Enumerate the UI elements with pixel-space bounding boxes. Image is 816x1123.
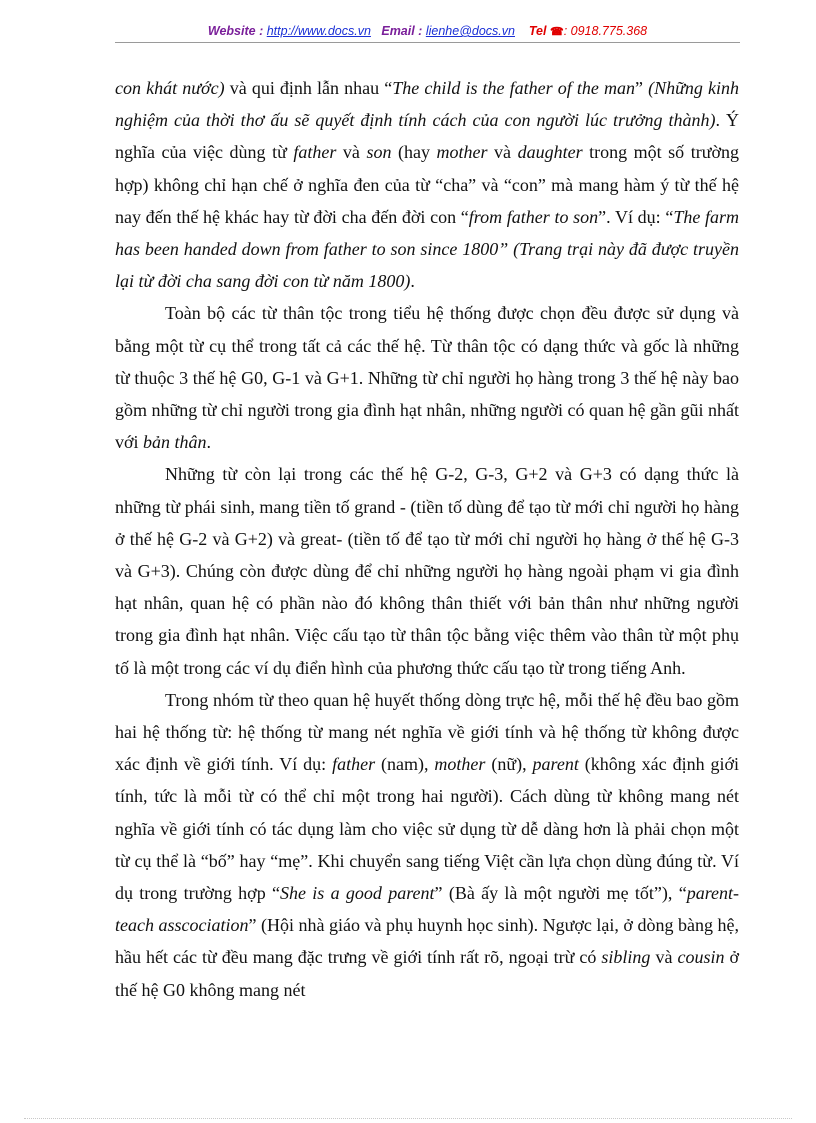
text-run: . — [410, 271, 415, 292]
italic-text: daughter — [517, 142, 583, 163]
text-run: Trong nhóm từ theo quan hệ huyết thống dòng trực hệ, mỗi thế hệ đều bao gồm hai hệ thống từ: hệ thống từ mang nét nghĩa về giới tính và hệ thống từ không được xác định về giới tính. Ví dụ: — [115, 689, 739, 775]
body-paragraph — [115, 297, 739, 458]
italic-text: con khát nước) — [115, 78, 225, 98]
italic-text: father — [332, 754, 376, 775]
tel-label: Tel — [528, 24, 547, 38]
italic-text: from father to son — [468, 206, 599, 227]
body-paragraph — [115, 72, 739, 297]
body-paragraph — [115, 684, 739, 1006]
italic-text: parent-teach asscociation — [115, 883, 740, 936]
italic-text: mother — [434, 754, 486, 775]
italic-text: cousin — [677, 947, 725, 968]
text-run: (nữ), — [485, 754, 533, 775]
phone-icon: ☎ — [549, 26, 564, 38]
text-run: (nam), — [375, 754, 435, 775]
italic-text: The farm has been handed down from father to son since 1800” (Trang trại này đã được truyền lại từ đời cha sang đời con từ năm 1800) — [115, 206, 740, 292]
text-run: . — [206, 432, 212, 453]
italic-text: sibling — [601, 947, 651, 968]
text-run: và — [650, 947, 678, 968]
italic-text: mother — [436, 142, 488, 163]
italic-text: parent — [532, 754, 579, 775]
italic-text: (Những kinh nghiệm của thời thơ ấu sẽ quyết định tính cách của con người lúc trưởng thành) — [115, 78, 739, 131]
italic-text: The child is the father of the man — [392, 78, 635, 98]
italic-text: son — [366, 142, 392, 163]
italic-text: father — [293, 142, 337, 163]
text-run: Toàn bộ các từ thân tộc trong tiểu hệ thống được chọn đều được sử dụng và bằng một từ cụ thể trong tất cả các thế hệ. Từ thân tộc có dạng thức và gốc là những từ thuộc 3 thế hệ G0, G-1 và G+1. Những từ chỉ người họ hàng trong 3 thế hệ này bao gồm những từ chỉ người trong gia đình hạt nhân, những người có quan hệ gần gũi nhất với — [115, 303, 739, 453]
text-run: ”. Ví dụ: “ — [598, 206, 674, 227]
page-bottom-border — [24, 1118, 792, 1119]
italic-text: bản thân — [143, 432, 207, 453]
email-label: Email : — [381, 24, 423, 38]
header-divider — [115, 42, 740, 43]
text-run: (không xác định giới tính, tức là mỗi từ có thể chỉ một trong hai người). Cách dùng từ không mang nét nghĩa về giới tính có tác dụng làm cho việc sử dụng từ dễ dàng hơn là phải chọn một từ cụ thể là “bố” hay “mẹ”. Khi chuyển sang tiếng Việt cần lựa chọn dùng đúng từ. Ví dụ trong trường hợp “ — [115, 754, 740, 904]
text-run: Những từ còn lại trong các thế hệ G-2, G-3, G+2 và G+3 có dạng thức là những từ phái sinh, mang tiền tố grand - (tiền tố dùng để tạo từ mới chỉ người họ hàng ở thế hệ G-2 và G+2) và great- (tiền tố để tạo từ mới chỉ người họ hàng ở thế hệ G-3 và G+3). Chúng còn được dùng để chỉ những người họ hàng ngoài phạm vi gia đình hạt nhân, quan hệ có phần nào đó không thân thiết với bản thân như những người trong gia đình hạt nhân. Việc cấu tạo từ thân tộc bằng việc thêm vào thân từ một phụ tố là một trong các ví dụ điển hình của phương thức cấu tạo từ trong tiếng Anh. — [115, 464, 739, 678]
website-link[interactable]: http://www.docs.vn — [266, 24, 371, 38]
italic-text: She is a good parent — [280, 883, 435, 904]
text-run: và — [487, 142, 518, 163]
document-body — [115, 72, 739, 1006]
text-run: trong một số trường hợp) không chỉ hạn chế ở nghĩa đen của từ “cha” và “con” mà mang hàm ý từ thế hệ nay đến thế hệ khác hay từ đời cha đến đời con “ — [115, 142, 739, 227]
website-label: Website : — [207, 24, 264, 38]
email-link[interactable]: lienhe@docs.vn — [425, 24, 515, 38]
text-run: . Ý nghĩa của việc dùng từ — [115, 110, 740, 163]
text-run: ” (Hội nhà giáo và phụ huynh học sinh). Ngược lại, ở dòng bàng hệ, hầu hết các từ đều mang đặc trưng về giới tính rất rõ, ngoại trừ có — [115, 915, 739, 968]
tel-value: : 0918.775.368 — [563, 24, 648, 38]
text-run: và — [336, 142, 367, 163]
text-run: ” — [634, 78, 649, 98]
page-header — [115, 24, 740, 38]
text-run: ” (Bà ấy là một người mẹ tốt”), “ — [434, 883, 687, 904]
text-run: và qui định lẫn nhau “ — [224, 78, 393, 98]
text-run: ở thế hệ G0 không mang nét — [115, 947, 739, 1000]
text-run: (hay — [391, 142, 437, 163]
body-paragraph — [115, 458, 739, 683]
